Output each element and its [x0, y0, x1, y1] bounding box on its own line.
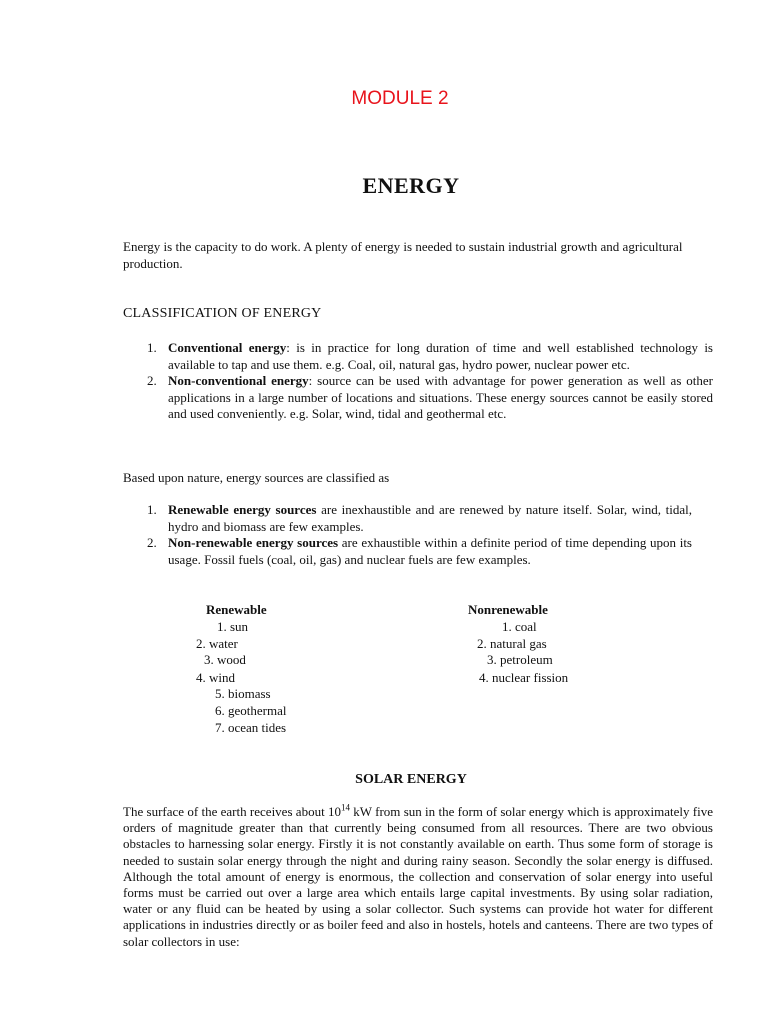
renewable-item: 3. wood [204, 652, 246, 667]
solar-text-start: The surface of the earth receives about 10 [123, 804, 341, 819]
list-item-number: 2. [147, 535, 157, 550]
renewable-item: 1. sun [217, 619, 249, 634]
nonrenewable-heading: Nonrenewable [468, 602, 548, 617]
list-item [147, 502, 692, 535]
list-item-text: are inexhaustible and are renewed by nature itself. Solar, wind, tidal, hydro and biomass are few examples. [168, 502, 692, 534]
renewable-item: 5. biomass [215, 686, 271, 701]
list-item-term: Renewable energy sources [168, 502, 317, 517]
list-item-text: are exhaustible within a definite period of time depending upon its usage. Fossil fuels (coal, oil, gas) and nuclear fuels are few examples. [168, 535, 692, 567]
renewable-item: 4. wind [196, 670, 235, 685]
list-item [147, 340, 713, 373]
renewable-item: 7. ocean tides [215, 720, 287, 735]
intro-paragraph: Energy is the capacity to do work. A plenty of energy is needed to sustain industrial growth and agricultural production. [123, 239, 683, 271]
list-item-text: : source can be used with advantage for power generation as well as other applications in a large number of locations and situations. These energy sources cannot be easily stored and used conveniently. e.g. Solar, wind, tidal and geothermal etc. [168, 373, 713, 421]
list-item-term: Non-renewable energy sources [168, 535, 339, 550]
list-item-text: : is in practice for long duration of time and well established technology is available to tap and use them. e.g. Coal, oil, natural gas, hydro power, nuclear power etc. [168, 340, 713, 372]
list-item-number: 1. [147, 502, 157, 517]
nonrenewable-item: 3. petroleum [487, 652, 553, 667]
list-item-term: Non-conventional energy [168, 373, 309, 388]
solar-paragraph [123, 804, 713, 950]
solar-text-rest: kW from sun in the form of solar energy which is approximately five orders of magnitude greater than that currently being consumed from all resources. There are two obvious obstacles to harnessing solar energy. Firstly it is not constantly available on earth. Thus some form of storage is needed to sustain solar energy through the night and during rainy season. Secondly the solar energy is diffused. Although the total amount of energy is enormous, the collection and conservation of solar energy into useful forms must be carried out over a large area which entails large capital investments. By using solar radiation, water or any fluid can be heated by using a solar collector. Such systems can provide hot water for different applications in industries directly or as boiler feed and also in hostels, hotels and canteens. There are two types of solar collectors in use: [123, 804, 714, 949]
module-label: MODULE 2 [351, 88, 449, 109]
list-item-number: 1. [147, 340, 157, 355]
list-item [147, 535, 692, 568]
list-item-number: 2. [147, 373, 157, 388]
renewable-heading: Renewable [206, 602, 267, 617]
solar-exponent: 14 [341, 802, 350, 813]
nonrenewable-item: 1. coal [502, 619, 537, 634]
solar-heading: SOLAR ENERGY [355, 772, 467, 787]
classification-list [147, 340, 713, 423]
nature-intro: Based upon nature, energy sources are classified as [123, 470, 390, 485]
page-title: ENERGY [362, 173, 460, 198]
renewable-item: 6. geothermal [215, 703, 287, 718]
list-item-term: Conventional energy [168, 340, 287, 355]
nature-list [147, 502, 692, 568]
renewable-item: 2. water [196, 636, 238, 651]
list-item [147, 373, 713, 423]
nonrenewable-item: 4. nuclear fission [479, 670, 569, 685]
nonrenewable-item: 2. natural gas [477, 636, 547, 651]
classification-heading: CLASSIFICATION OF ENERGY [123, 306, 322, 321]
